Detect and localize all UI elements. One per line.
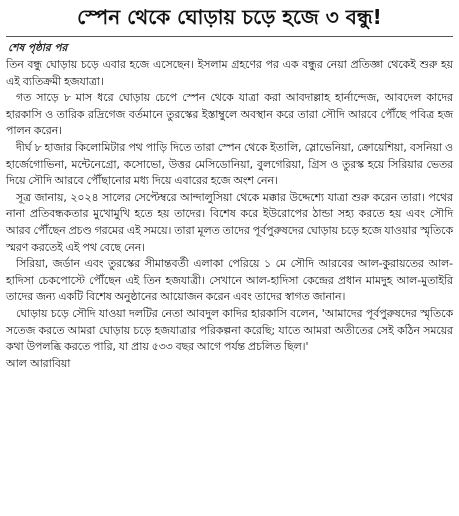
article-body: [6, 57, 453, 372]
article-paragraph-3: দীর্ঘ ৮ হাজার কিলোমিটার পথ পাড়ি দিতে তারা স্পেন থেকে ইতালি, স্লোভেনিয়া, ক্রোয়েশিয়া, বসনিয়া ও হার্জেগোভিনা, মন্টেনেগ্রো, কসোভো, উত্তর মেসিডোনিয়া, বুলগেরিয়া, গ্রিস ও তুরস্ক হয়ে সিরিয়ার ভেতর দিয়ে সৌদি আরবে পৌঁছানোর মধ্য দিয়ে এবারের হজে অংশ নেন।: [6, 140, 453, 188]
continued-from-label: শেষ পৃষ্ঠার পর: [8, 42, 68, 54]
article-headline: স্পেন থেকে ঘোড়ায় চড়ে হজে ৩ বন্ধু!: [77, 5, 382, 29]
article-source: আল আরাবিয়া: [6, 356, 71, 370]
article-paragraph-1: তিন বন্ধু ঘোড়ায় চড়ে এবার হজে এসেছেন। ইসলাম গ্রহণের পর এক বন্ধুর নেয়া প্রতিজ্ঞা থেকেই শুরু হয় এই ব্যতিক্রমী হজযাত্রা।: [6, 58, 453, 88]
headline-divider: [6, 36, 453, 37]
article-paragraph-6: ঘোড়ায় চড়ে সৌদি যাওয়া দলটির নেতা আবদুল কাদির হারকাসি বলেন, 'আমাদের পূর্বপুরুষদের স্মৃতিকে সতেজ করতে আমরা ঘোড়ায় চড়ে হজযাত্রার পরিকল্পনা করেছি; যাতে আমরা অতীতের সেই কঠিন সময়ের কথা উপলব্ধি করতে পারি, যা প্রায় ৫৩৩ বছর আগে পর্যন্ত প্রচলিত ছিল।': [6, 306, 453, 354]
article-paragraph-4: সূত্র জানায়, ২০২৪ সালের সেপ্টেম্বরে আন্দালুসিয়া থেকে মক্কার উদ্দেশ্যে যাত্রা শুরু করেন তারা। পথের নানা প্রতিবন্ধকতার মুখোমুখি হতে হয় তাদের। বিশেষ করে ইউরোপের ঠান্ডা সহ্য করতে হয় এবং সৌদি আরব পৌঁছেন প্রচণ্ড গরমের এই সময়ে। তারা মূলত তাদের পূর্বপুরুষদের ঘোড়ায় চড়ে হজে যাওয়ার স্মৃতিকে স্মরণ করতেই এই পথ বেছে নেন।: [6, 190, 453, 254]
article-paragraph-2: গত সাড়ে ৮ মাস ধরে ঘোড়ায় চেপে স্পেন থেকে যাত্রা করা আবদাল্লাহ হার্নান্দেজ, আবদেল কাদের হারকাসি ও তারিক রদ্রিগেজ বর্তমানে তুরস্কের ইস্তাম্বুলে অবস্থান করে তারা সৌদি আরবে পৌঁছে পবিত্র হজ পালন করেন।: [6, 91, 453, 138]
article-paragraph-5: সিরিয়া, জর্ডান এবং তুরস্কের সীমান্তবর্তী এলাকা পেরিয়ে ১ মে সৌদি আরবের আল-কুরায়তের আল-হাদিসা চেকপোস্টে পৌঁছেন এই তিন হজযাত্রী। সেখানে আল-হাদিসা কেন্দ্রের প্রধান মামদুহ আল-মুতাইরি তাদের জন্য একটি বিশেষ অনুষ্ঠানের আয়োজন করেন এবং তাদের স্বাগত জানান।: [6, 257, 454, 304]
